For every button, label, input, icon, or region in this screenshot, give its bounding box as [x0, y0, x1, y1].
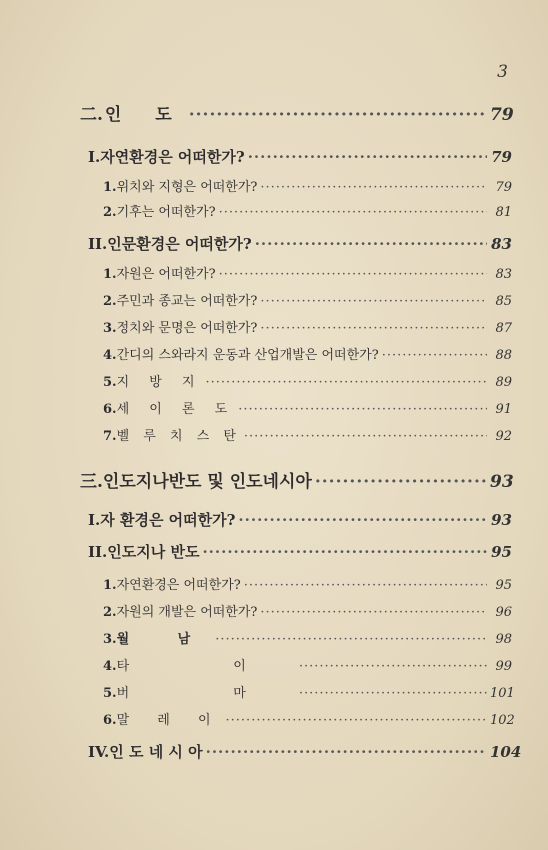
toc-page: 98: [495, 632, 512, 647]
toc-page: 88: [495, 348, 512, 363]
toc-page: 83: [491, 235, 512, 253]
toc-page: 89: [495, 375, 512, 390]
toc-page: 95: [495, 578, 512, 593]
toc-number: 1.: [103, 267, 117, 282]
toc-item: [103, 709, 515, 728]
dot-leader: [202, 543, 487, 561]
toc-page: 93: [491, 511, 512, 529]
dot-leader: [382, 348, 487, 363]
toc-title: 간디의 스와라지 운동과 산업개발은 어떠한가?: [116, 348, 379, 363]
toc-title: 자연환경은 어떠한가?: [100, 148, 245, 166]
toc-title: 세 이 론 도: [116, 402, 236, 417]
toc-number: IV.: [88, 743, 110, 761]
toc-title: 자원은 어떠한가?: [116, 267, 216, 282]
toc-page: 79: [495, 180, 512, 195]
toc-title: 자연환경은 어떠한가?: [116, 578, 241, 593]
toc-number: 二.: [80, 105, 103, 125]
toc-title: 인 도: [104, 105, 186, 125]
toc-item: [103, 655, 512, 674]
toc-number: 2.: [103, 605, 117, 620]
toc-number: 3.: [103, 632, 117, 647]
toc-number: 5.: [103, 375, 117, 390]
toc-item: [103, 371, 512, 390]
dot-leader: [189, 105, 487, 125]
toc-item: [103, 290, 512, 309]
toc-number: 1.: [103, 180, 117, 195]
toc-page: 85: [495, 294, 512, 309]
toc-title: 벨 루 치 스 탄: [116, 429, 241, 444]
toc-title: 위치와 지형은 어떠한가?: [116, 180, 258, 195]
dot-leader: [206, 743, 487, 761]
dot-leader: [255, 235, 487, 253]
toc-item: [103, 425, 512, 444]
dot-leader: [260, 294, 487, 309]
dot-leader: [206, 375, 487, 390]
dot-leader: [260, 180, 487, 195]
toc-item: [103, 398, 512, 417]
toc-page: 96: [495, 605, 512, 620]
toc-number: 4.: [103, 348, 117, 363]
toc-item: [103, 317, 512, 336]
dot-leader: [299, 659, 487, 674]
toc-title: 버 마: [116, 686, 296, 701]
toc-title: 정치와 문명은 어떠한가?: [116, 321, 258, 336]
toc-section: [88, 509, 512, 530]
toc-title: 인문환경은 어떠한가?: [107, 235, 252, 253]
dot-leader: [244, 578, 487, 593]
dot-leader: [315, 472, 487, 492]
toc-title: 인도지나반도 및 인도네시아: [102, 472, 312, 492]
dot-leader: [248, 148, 487, 166]
dot-leader: [260, 321, 487, 336]
toc-title: 자원의 개발은 어떠한가?: [116, 605, 258, 620]
toc-page: 99: [495, 659, 512, 674]
toc-title: 지 방 지: [116, 375, 203, 390]
toc-number: 4.: [103, 659, 117, 674]
toc-section: [88, 541, 512, 562]
toc-title: 말 레 이: [116, 713, 223, 728]
toc-page: 83: [495, 267, 512, 282]
toc-title: 기후는 어떠한가?: [116, 205, 216, 220]
toc-title: 인 도 네 시 아: [109, 743, 203, 761]
toc-item: [103, 176, 512, 195]
toc-item: [103, 574, 512, 593]
toc-page: 102: [490, 713, 515, 728]
toc-number: 7.: [103, 429, 117, 444]
dot-leader: [219, 267, 487, 282]
dot-leader: [260, 605, 487, 620]
toc-title: 월 남: [116, 632, 213, 647]
toc-chapter-india: [80, 100, 512, 125]
toc-number: I.: [88, 511, 101, 529]
page-number: 3: [497, 62, 508, 82]
toc-page: 92: [495, 429, 512, 444]
toc-page: 93: [490, 472, 514, 492]
toc-page: 79: [490, 105, 514, 125]
toc-number: 1.: [103, 578, 117, 593]
toc-item: [103, 628, 512, 647]
toc-page: 95: [491, 543, 512, 561]
toc-page: 101: [490, 686, 515, 701]
toc-title: 자 환경은 어떠한가?: [100, 511, 236, 529]
toc-item: [103, 601, 512, 620]
toc-item: [103, 201, 512, 220]
toc-page: 79: [491, 148, 512, 166]
toc-section: [88, 146, 512, 167]
toc-page: 91: [495, 402, 512, 417]
toc-item: [103, 263, 512, 282]
toc-title: 주민과 종교는 어떠한가?: [116, 294, 258, 309]
dot-leader: [238, 511, 487, 529]
toc-number: 2.: [103, 294, 117, 309]
toc-number: II.: [88, 543, 108, 561]
dot-leader: [226, 713, 487, 728]
dot-leader: [244, 429, 487, 444]
toc-number: 三.: [80, 472, 103, 492]
toc-title: 타 이: [116, 659, 296, 674]
toc-page: 81: [495, 205, 512, 220]
toc-section: [88, 741, 522, 762]
dot-leader: [219, 205, 487, 220]
toc-title: 인도지나 반도: [107, 543, 200, 561]
toc-item: [103, 682, 515, 701]
toc-number: 3.: [103, 321, 117, 336]
toc-page: 87: [495, 321, 512, 336]
dot-leader: [299, 686, 487, 701]
toc-page: 104: [490, 743, 522, 761]
toc-number: 5.: [103, 686, 117, 701]
dot-leader: [215, 632, 487, 647]
toc-section: [88, 233, 512, 254]
toc-number: II.: [88, 235, 108, 253]
toc-number: 6.: [103, 402, 117, 417]
toc-number: I.: [88, 148, 101, 166]
dot-leader: [238, 402, 487, 417]
toc-number: 2.: [103, 205, 117, 220]
toc-chapter-indochina: [80, 467, 512, 492]
toc-number: 6.: [103, 713, 117, 728]
toc-item: [103, 344, 512, 363]
